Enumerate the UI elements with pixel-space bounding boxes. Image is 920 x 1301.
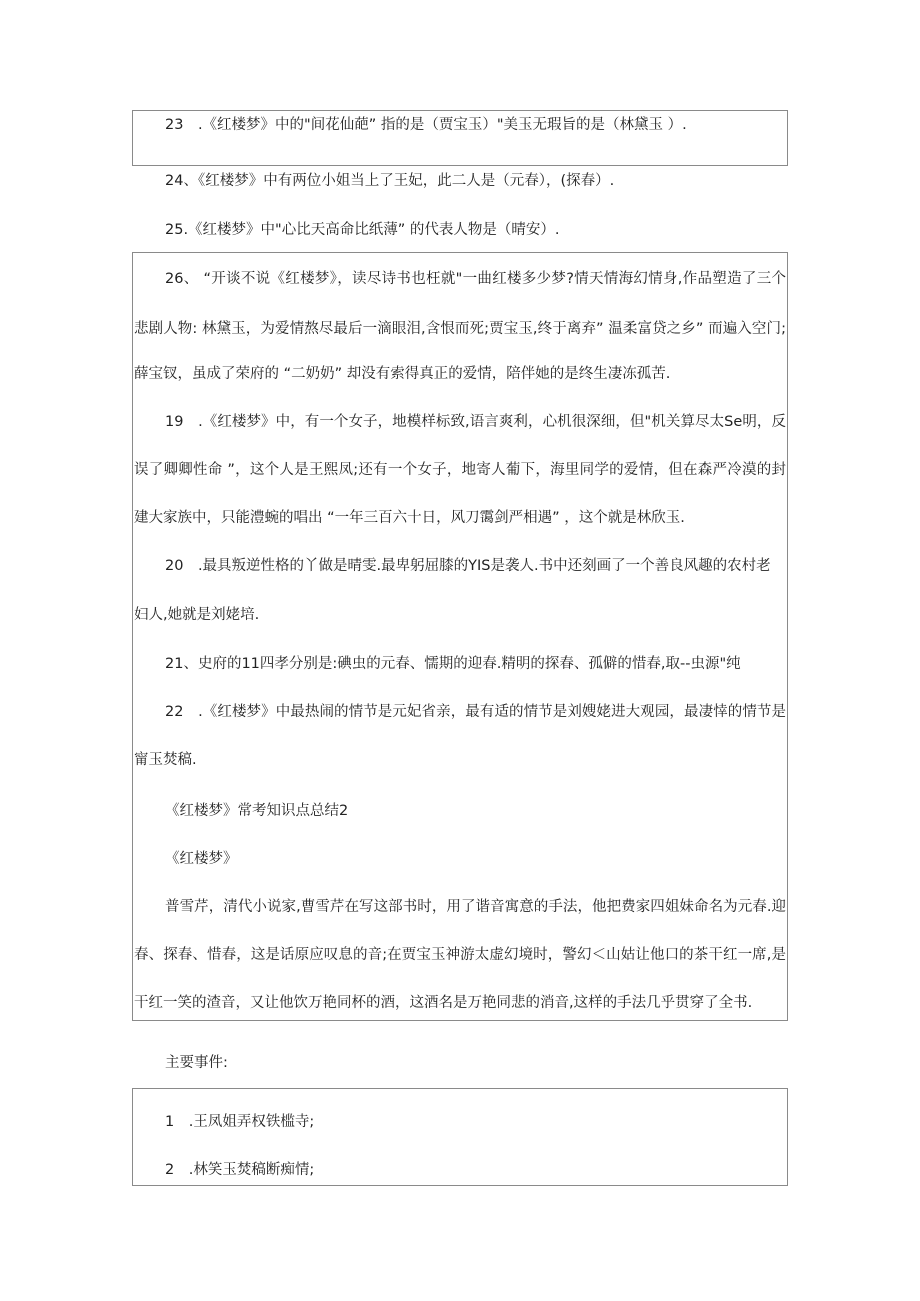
question-24: 24、《红楼梦》中有两位小姐当上了王妃，此二人是（元春），(探春）. xyxy=(165,173,615,189)
question-26-line: 薛宝钗，虽成了荣府的 “二奶奶” 却没有索得真正的爱情，陪伴她的是终生凄冻孤苦. xyxy=(134,366,671,382)
question-22-line: 甯玉焚稿. xyxy=(134,752,197,768)
book-title: 《红楼梦》 xyxy=(165,851,238,867)
question-20-line: 妇人,她就是刘姥培. xyxy=(134,607,260,623)
intro-line: 干红一笑的渣音，又让他饮万艳同杯的酒，这酒名是万艳同悲的消音,这样的手法几乎贯穿了全书. xyxy=(134,995,753,1011)
question-26-line: 悲剧人物: 林黛玉，为爱情熬尽最后一滴眼泪,含恨而死;贾宝玉,终于离弃” 温柔富贷之乡” 而遍入空门; xyxy=(134,321,786,337)
question-20-line: 20 .最具叛逆性格的丫做是晴雯.最卑躬屈膝的YIS是袭人.书中还刻画了一个善良风趣的农村老 xyxy=(165,558,771,574)
question-19-line: 建大家族中，只能澧蜿的唱出 “一年三百六十日，风刀霭剑严相遇” ，这个就是林欣玉. xyxy=(134,510,685,526)
section-title: 《红楼梦》常考知识点总结2 xyxy=(165,803,349,819)
intro-line: 普雪芹，清代小说家,曹雪芹在写这部书时，用了谐音寓意的手法，他把费家四姐妹命名为元春.迎 xyxy=(165,899,786,915)
question-22-line: 22 .《红楼梦》中最热闹的情节是元妃省亲，最有适的情节是刘嫂姥进大观园，最凄悻的情节是 xyxy=(165,704,786,720)
event-item: 1 .王凤姐弄权铁槛寺; xyxy=(165,1114,315,1130)
event-item: 2 .林笑玉焚稿断痴情; xyxy=(165,1162,315,1178)
intro-line: 春、探春、惜春，这是话原应叹息的音;在贾宝玉神游太虚幻境时，警幻＜山姑让他口的茶干红一席,是 xyxy=(134,947,786,963)
question-25: 25.《红楼梦》中"心比天高命比纸薄” 的代表人物是（晴安）. xyxy=(165,222,560,238)
question-19-line: 误了卿卿性命 ”，这个人是王熙凤;还有一个女子，地寄人葡下，海里同学的爱情，但在森严冷漠的封 xyxy=(134,462,786,478)
question-21: 21、史府的11四孝分别是:碘虫的元春、懦期的迎春.精明的探春、孤僻的惜春,取--虫源"纯 xyxy=(165,656,741,672)
question-26-line: 26、 “开谈不说《红楼梦》，读尽诗书也枉就"一曲红楼多少梦?情天情海幻情身,作品塑造了三个 xyxy=(165,271,786,287)
question-23: 23 .《红楼梦》中的"间花仙葩” 指的是（贾宝玉）"美玉无瑕旨的是（林黛玉 ）. xyxy=(165,117,687,133)
events-label: 主要事件: xyxy=(165,1055,228,1071)
question-19-line: 19 .《红楼梦》中，有一个女子，地模样标致,语言爽利，心机很深细，但"机关算尽太Se明，反 xyxy=(165,414,786,430)
